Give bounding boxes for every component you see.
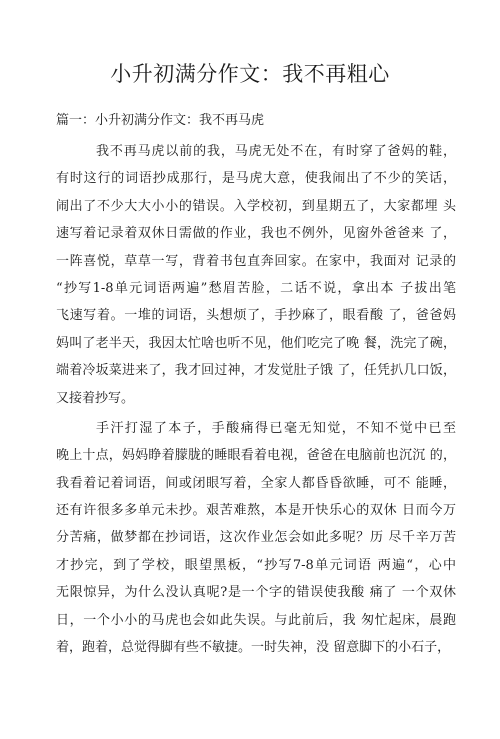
paragraph-line: 才抄完，到了学校，眼望黑板，“抄写7-8单元词语 两遍“，心中 (56, 557, 456, 573)
paragraph-line: 飞速写着。一堆的词语，头想烦了，手抄麻了，眼看酸 了，爸爸妈 (56, 308, 456, 324)
paragraph (56, 138, 456, 412)
paragraph-line: 又接着抄写。 (56, 390, 135, 406)
paragraph-line: 着，跑着，总觉得脚有些不敏捷。一时失神，没 留意脚下的小石子， (56, 640, 451, 656)
document-body (56, 138, 456, 661)
paragraph-line: 无限惊异，为什么没认真呢?是一个字的错误使我酸 痛了 一个双休 (56, 585, 456, 601)
paragraph-line: 端着冷坂菜进来了，我才回过神，才发觉肚子饿 了，任凭扒几口饭， (56, 363, 456, 379)
paragraph-line: 速写着记录着双休日需做的作业，我也不例外，见窗外爸爸来 了， (56, 226, 456, 242)
paragraph-line: 我看着记着词语，间或闭眼写着，全家人都昏昏欲睡，可不 能睡， (56, 475, 456, 491)
paragraph-line: 一阵喜悦，草草一写，背着书包直奔回家。在家中，我面对 记录的 (56, 253, 456, 269)
paragraph-line: 有时这行的词语抄成那行，是马虎大意，使我闹出了不少的笑话， (56, 171, 456, 187)
paragraph-line: “抄写1-8单元词语两遍”愁眉苦脸，二话不说，拿出本 子拔出笔 (56, 280, 456, 296)
paragraph-line: 手汗打湿了本子，手酸痛得已毫无知觉，不知不觉中已至 (96, 420, 456, 436)
paragraph (56, 415, 456, 662)
document-title: 小升初满分作文：我不再粗心 (110, 62, 390, 86)
paragraph-line: 妈叫了老半天，我因太忙啥也听不见，他们吃完了晚 餐，洗完了碗， (56, 335, 456, 351)
paragraph-line: 分苦痛，做梦都在抄词语，这次作业怎会如此多呢？历 尽千辛万苦 (56, 530, 456, 546)
paragraph-line: 闹出了不少大大小小的错误。入学校初，到星期五了，大家都埋 头 (56, 198, 456, 214)
paragraph-line: 还有许很多多单元未抄。艰苦难熬，本是开快乐心的双休 日而今万 (56, 503, 456, 519)
section-heading: 篇一：小升初满分作文：我不再马虎 (56, 113, 265, 128)
paragraph-line: 晚上十点，妈妈睁着朦胧的睡眼看着电视，爸爸在电脑前也沉沉 的， (56, 448, 456, 464)
paragraph-line: 日，一个小小的马虎也会如此失误。与此前后，我 匆忙起床，晨跑 (56, 612, 456, 628)
paragraph-line: 我不再马虎以前的我，马虎无处不在，有时穿了爸妈的鞋， (96, 144, 456, 159)
